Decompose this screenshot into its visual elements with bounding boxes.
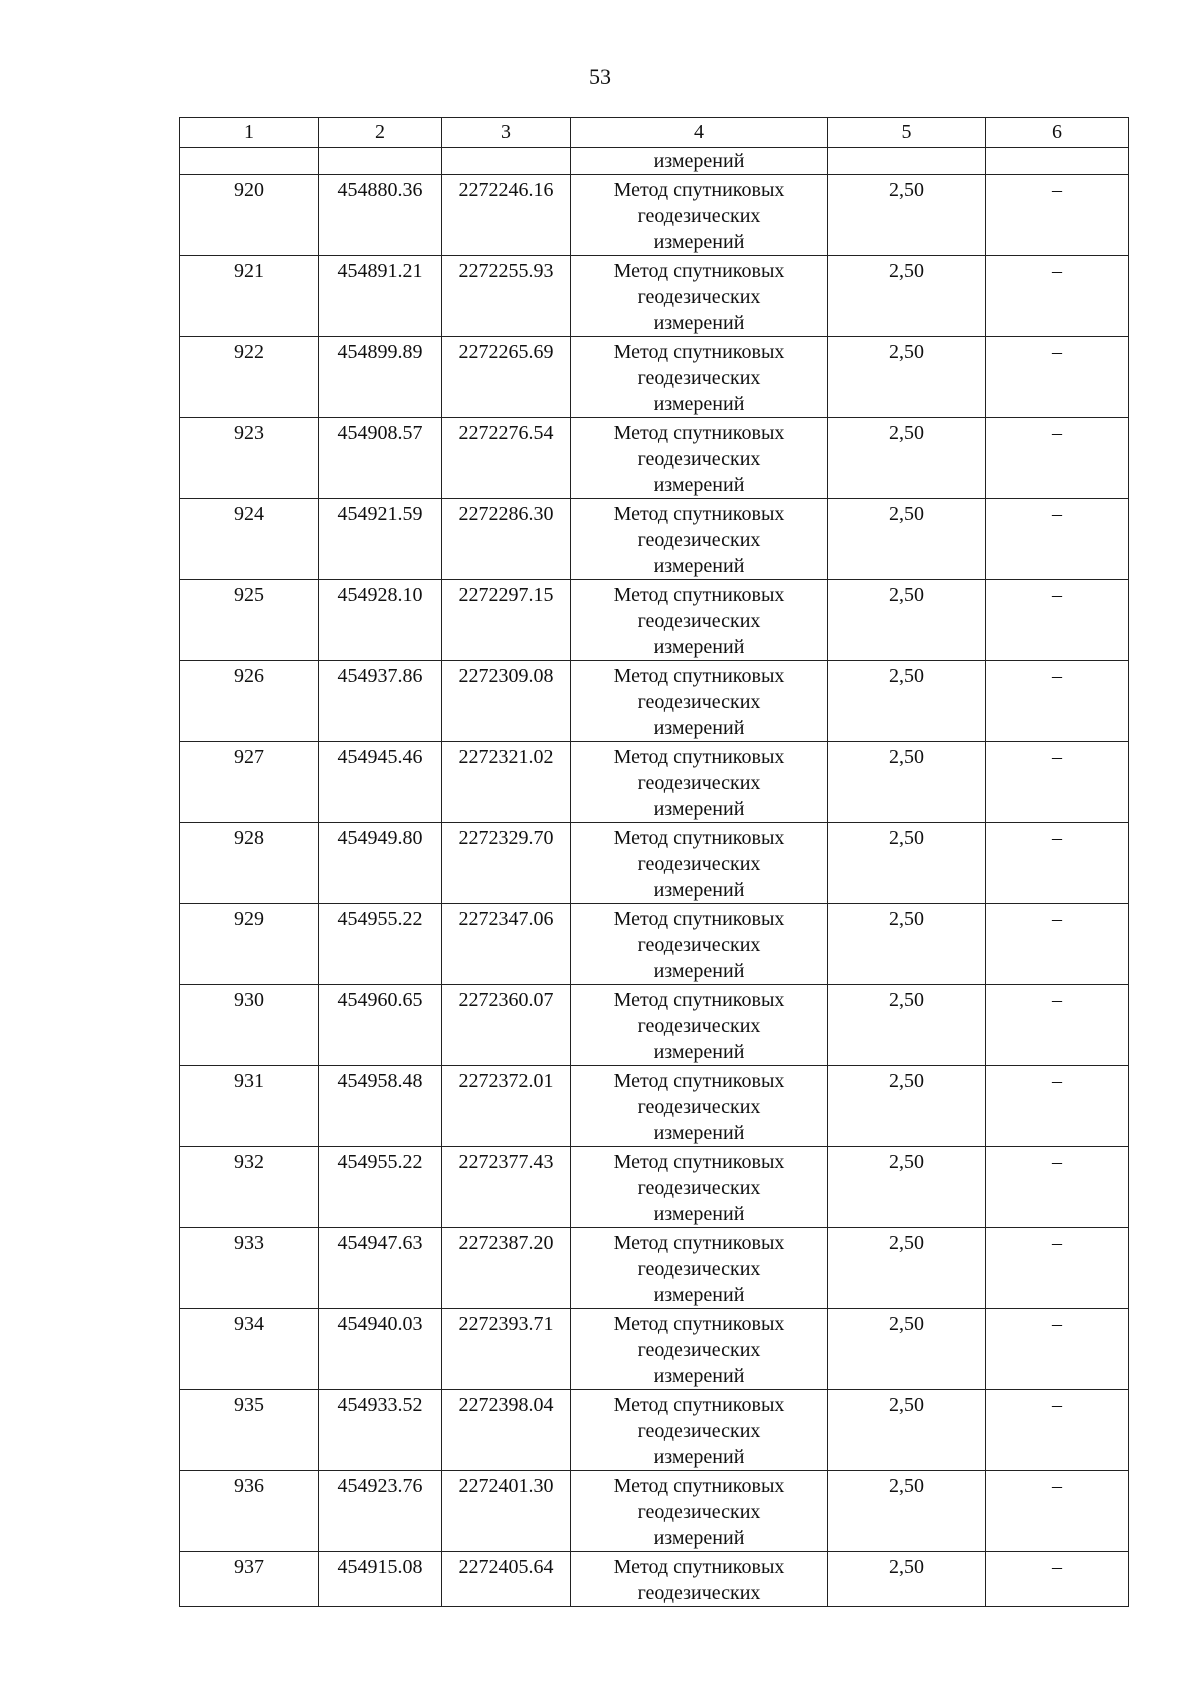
cell-x-coordinate: 454899.89 [319,337,442,418]
cell-accuracy: 2,50 [828,1390,986,1471]
cell-accuracy: 2,50 [828,1471,986,1552]
cell-note: – [986,337,1129,418]
method-line: измерений [653,555,745,577]
method-line: геодезических [637,1015,761,1037]
cell-y-coordinate: 2272255.93 [442,256,571,337]
cell-y-coordinate: 2272372.01 [442,1066,571,1147]
method-line: геодезических [637,1501,761,1523]
method-line: Метод спутниковых [613,1313,785,1335]
cell-note: – [986,499,1129,580]
cell-method [571,1066,828,1147]
table-header [180,118,1129,148]
cell-note: – [986,418,1129,499]
cell-method [571,580,828,661]
cell-y-coordinate: 2272347.06 [442,904,571,985]
cell-note: – [986,1552,1129,1607]
cell-accuracy: 2,50 [828,1309,986,1390]
cell-x-coordinate: 454891.21 [319,256,442,337]
cell-point-number: 936 [180,1471,319,1552]
method-line: геодезических [637,691,761,713]
cell-x-coordinate: 454923.76 [319,1471,442,1552]
cell-y-coordinate: 2272309.08 [442,661,571,742]
method-line: Метод спутниковых [613,341,785,363]
cell-point-number: 929 [180,904,319,985]
cell-x-coordinate: 454940.03 [319,1309,442,1390]
method-line: измерений [653,1041,745,1063]
table-row [180,904,1129,985]
cell-note: – [986,580,1129,661]
cell-method [571,1309,828,1390]
cell-y-coordinate: 2272286.30 [442,499,571,580]
cell-y-coordinate: 2272276.54 [442,418,571,499]
table-body [180,148,1129,1607]
cell-method [571,1552,828,1607]
table-row [180,1390,1129,1471]
column-header: 3 [442,118,571,148]
table-row [180,1309,1129,1390]
cell-note: – [986,175,1129,256]
cell-accuracy: 2,50 [828,418,986,499]
table-row [180,1552,1129,1607]
cell-y-coordinate: 2272398.04 [442,1390,571,1471]
cell-method [571,1147,828,1228]
cell-point-number: 926 [180,661,319,742]
method-line: измерений [653,393,745,415]
table-row [180,661,1129,742]
method-line: Метод спутниковых [613,503,785,525]
column-header: 2 [319,118,442,148]
cell-y-coordinate: 2272393.71 [442,1309,571,1390]
method-line: Метод спутниковых [613,989,785,1011]
cell-method [571,1228,828,1309]
cell-x-coordinate: 454937.86 [319,661,442,742]
method-line: измерений [653,312,745,334]
cell-note: – [986,661,1129,742]
cell-x-coordinate: 454908.57 [319,418,442,499]
cell-x-coordinate: 454880.36 [319,175,442,256]
method-line: Метод спутниковых [613,908,785,930]
cell-point-number: 920 [180,175,319,256]
cell-accuracy: 2,50 [828,742,986,823]
cell-method [571,985,828,1066]
method-line: Метод спутниковых [613,1556,785,1578]
cell-y-coordinate: 2272401.30 [442,1471,571,1552]
cell-x-coordinate: 454947.63 [319,1228,442,1309]
method-line: измерений [653,1284,745,1306]
cell-accuracy: 2,50 [828,823,986,904]
table-row [180,256,1129,337]
method-line: измерений [653,960,745,982]
method-line: измерений [653,798,745,820]
cell-method [571,1471,828,1552]
method-line: измерений [653,1527,745,1549]
method-line: Метод спутниковых [613,1394,785,1416]
cell-y-coordinate: 2272321.02 [442,742,571,823]
table-row [180,742,1129,823]
table-row [180,1147,1129,1228]
method-line: измерений [653,1446,745,1468]
cell-x-coordinate: 454928.10 [319,580,442,661]
cell-accuracy: 2,50 [828,175,986,256]
cell-accuracy: 2,50 [828,904,986,985]
cell-method: измерений [571,148,828,175]
cell-method [571,1390,828,1471]
cell-y-coordinate: 2272329.70 [442,823,571,904]
cell-note: – [986,1390,1129,1471]
column-header: 4 [571,118,828,148]
method-line: Метод спутниковых [613,1475,785,1497]
cell-x-coordinate: 454945.46 [319,742,442,823]
cell-point-number: 928 [180,823,319,904]
table-row [180,175,1129,256]
cell-y-coordinate: 2272377.43 [442,1147,571,1228]
cell-accuracy: 2,50 [828,1228,986,1309]
cell-point-number: 932 [180,1147,319,1228]
cell-y-coordinate [442,148,571,175]
cell-accuracy: 2,50 [828,580,986,661]
cell-point-number: 931 [180,1066,319,1147]
cell-x-coordinate: 454955.22 [319,904,442,985]
cell-accuracy: 2,50 [828,256,986,337]
cell-note: – [986,985,1129,1066]
method-line: геодезических [637,367,761,389]
method-line: измерений [653,231,745,253]
cell-point-number: 937 [180,1552,319,1607]
cell-point-number: 924 [180,499,319,580]
table-row [180,580,1129,661]
cell-point-number: 923 [180,418,319,499]
method-line: измерений [653,1122,745,1144]
method-line: Метод спутниковых [613,1232,785,1254]
cell-accuracy: 2,50 [828,337,986,418]
method-line: геодезических [637,1420,761,1442]
cell-accuracy: 2,50 [828,1147,986,1228]
method-line: геодезических [637,772,761,794]
table-row [180,418,1129,499]
cell-point-number: 922 [180,337,319,418]
cell-method [571,175,828,256]
cell-y-coordinate: 2272297.15 [442,580,571,661]
table-row [180,499,1129,580]
table-row [180,337,1129,418]
cell-note: – [986,1309,1129,1390]
method-line: Метод спутниковых [613,746,785,768]
cell-method [571,418,828,499]
cell-accuracy [828,148,986,175]
cell-x-coordinate: 454921.59 [319,499,442,580]
cell-note: – [986,1147,1129,1228]
page-number: 53 [589,64,611,89]
cell-method [571,823,828,904]
cell-y-coordinate: 2272405.64 [442,1552,571,1607]
method-line: геодезических [637,610,761,632]
cell-accuracy: 2,50 [828,661,986,742]
method-line: Метод спутниковых [613,584,785,606]
method-line: геодезических [637,448,761,470]
cell-point-number: 933 [180,1228,319,1309]
table-row [180,823,1129,904]
method-line: геодезических [637,1258,761,1280]
column-header: 1 [180,118,319,148]
continuation-row [180,148,1129,175]
method-line: геодезических [637,853,761,875]
method-line: Метод спутниковых [613,260,785,282]
method-line: Метод спутниковых [613,665,785,687]
method-line: измерений [653,474,745,496]
method-line: измерений [653,717,745,739]
column-header: 6 [986,118,1129,148]
cell-method [571,661,828,742]
cell-method [571,337,828,418]
method-line: Метод спутниковых [613,1070,785,1092]
method-line: геодезических [637,529,761,551]
table-row [180,985,1129,1066]
cell-x-coordinate: 454955.22 [319,1147,442,1228]
cell-x-coordinate [319,148,442,175]
cell-x-coordinate: 454933.52 [319,1390,442,1471]
cell-y-coordinate: 2272246.16 [442,175,571,256]
cell-x-coordinate: 454915.08 [319,1552,442,1607]
cell-accuracy: 2,50 [828,985,986,1066]
cell-note: – [986,742,1129,823]
method-line: Метод спутниковых [613,179,785,201]
cell-point-number: 927 [180,742,319,823]
cell-x-coordinate: 454960.65 [319,985,442,1066]
cell-accuracy: 2,50 [828,1552,986,1607]
cell-note: – [986,1066,1129,1147]
method-line: геодезических [637,1177,761,1199]
cell-accuracy: 2,50 [828,1066,986,1147]
method-line: Метод спутниковых [613,1151,785,1173]
cell-method [571,904,828,985]
cell-y-coordinate: 2272387.20 [442,1228,571,1309]
cell-point-number: 934 [180,1309,319,1390]
coordinates-table [179,117,1129,1607]
method-line: геодезических [637,1582,761,1604]
method-line: измерений [653,879,745,901]
method-line: измерений [653,1203,745,1225]
cell-y-coordinate: 2272360.07 [442,985,571,1066]
cell-note: – [986,823,1129,904]
method-line: Метод спутниковых [613,827,785,849]
method-line: геодезических [637,934,761,956]
table-row [180,1471,1129,1552]
cell-point-number: 925 [180,580,319,661]
cell-method [571,742,828,823]
cell-accuracy: 2,50 [828,499,986,580]
cell-method [571,499,828,580]
cell-method [571,256,828,337]
table-row [180,1066,1129,1147]
method-line: измерений [653,1365,745,1387]
cell-point-number: 935 [180,1390,319,1471]
method-line: геодезических [637,1339,761,1361]
method-line: геодезических [637,205,761,227]
cell-note: – [986,1471,1129,1552]
cell-x-coordinate: 454958.48 [319,1066,442,1147]
cell-note: – [986,256,1129,337]
cell-note: – [986,1228,1129,1309]
header-row [180,118,1129,148]
cell-y-coordinate: 2272265.69 [442,337,571,418]
cell-point-number: 930 [180,985,319,1066]
cell-x-coordinate: 454949.80 [319,823,442,904]
method-line: геодезических [637,1096,761,1118]
column-header: 5 [828,118,986,148]
cell-point-number: 921 [180,256,319,337]
table-row [180,1228,1129,1309]
method-line: Метод спутниковых [613,422,785,444]
method-line: измерений [653,636,745,658]
cell-note [986,148,1129,175]
cell-note: – [986,904,1129,985]
cell-point-number [180,148,319,175]
method-line: геодезических [637,286,761,308]
